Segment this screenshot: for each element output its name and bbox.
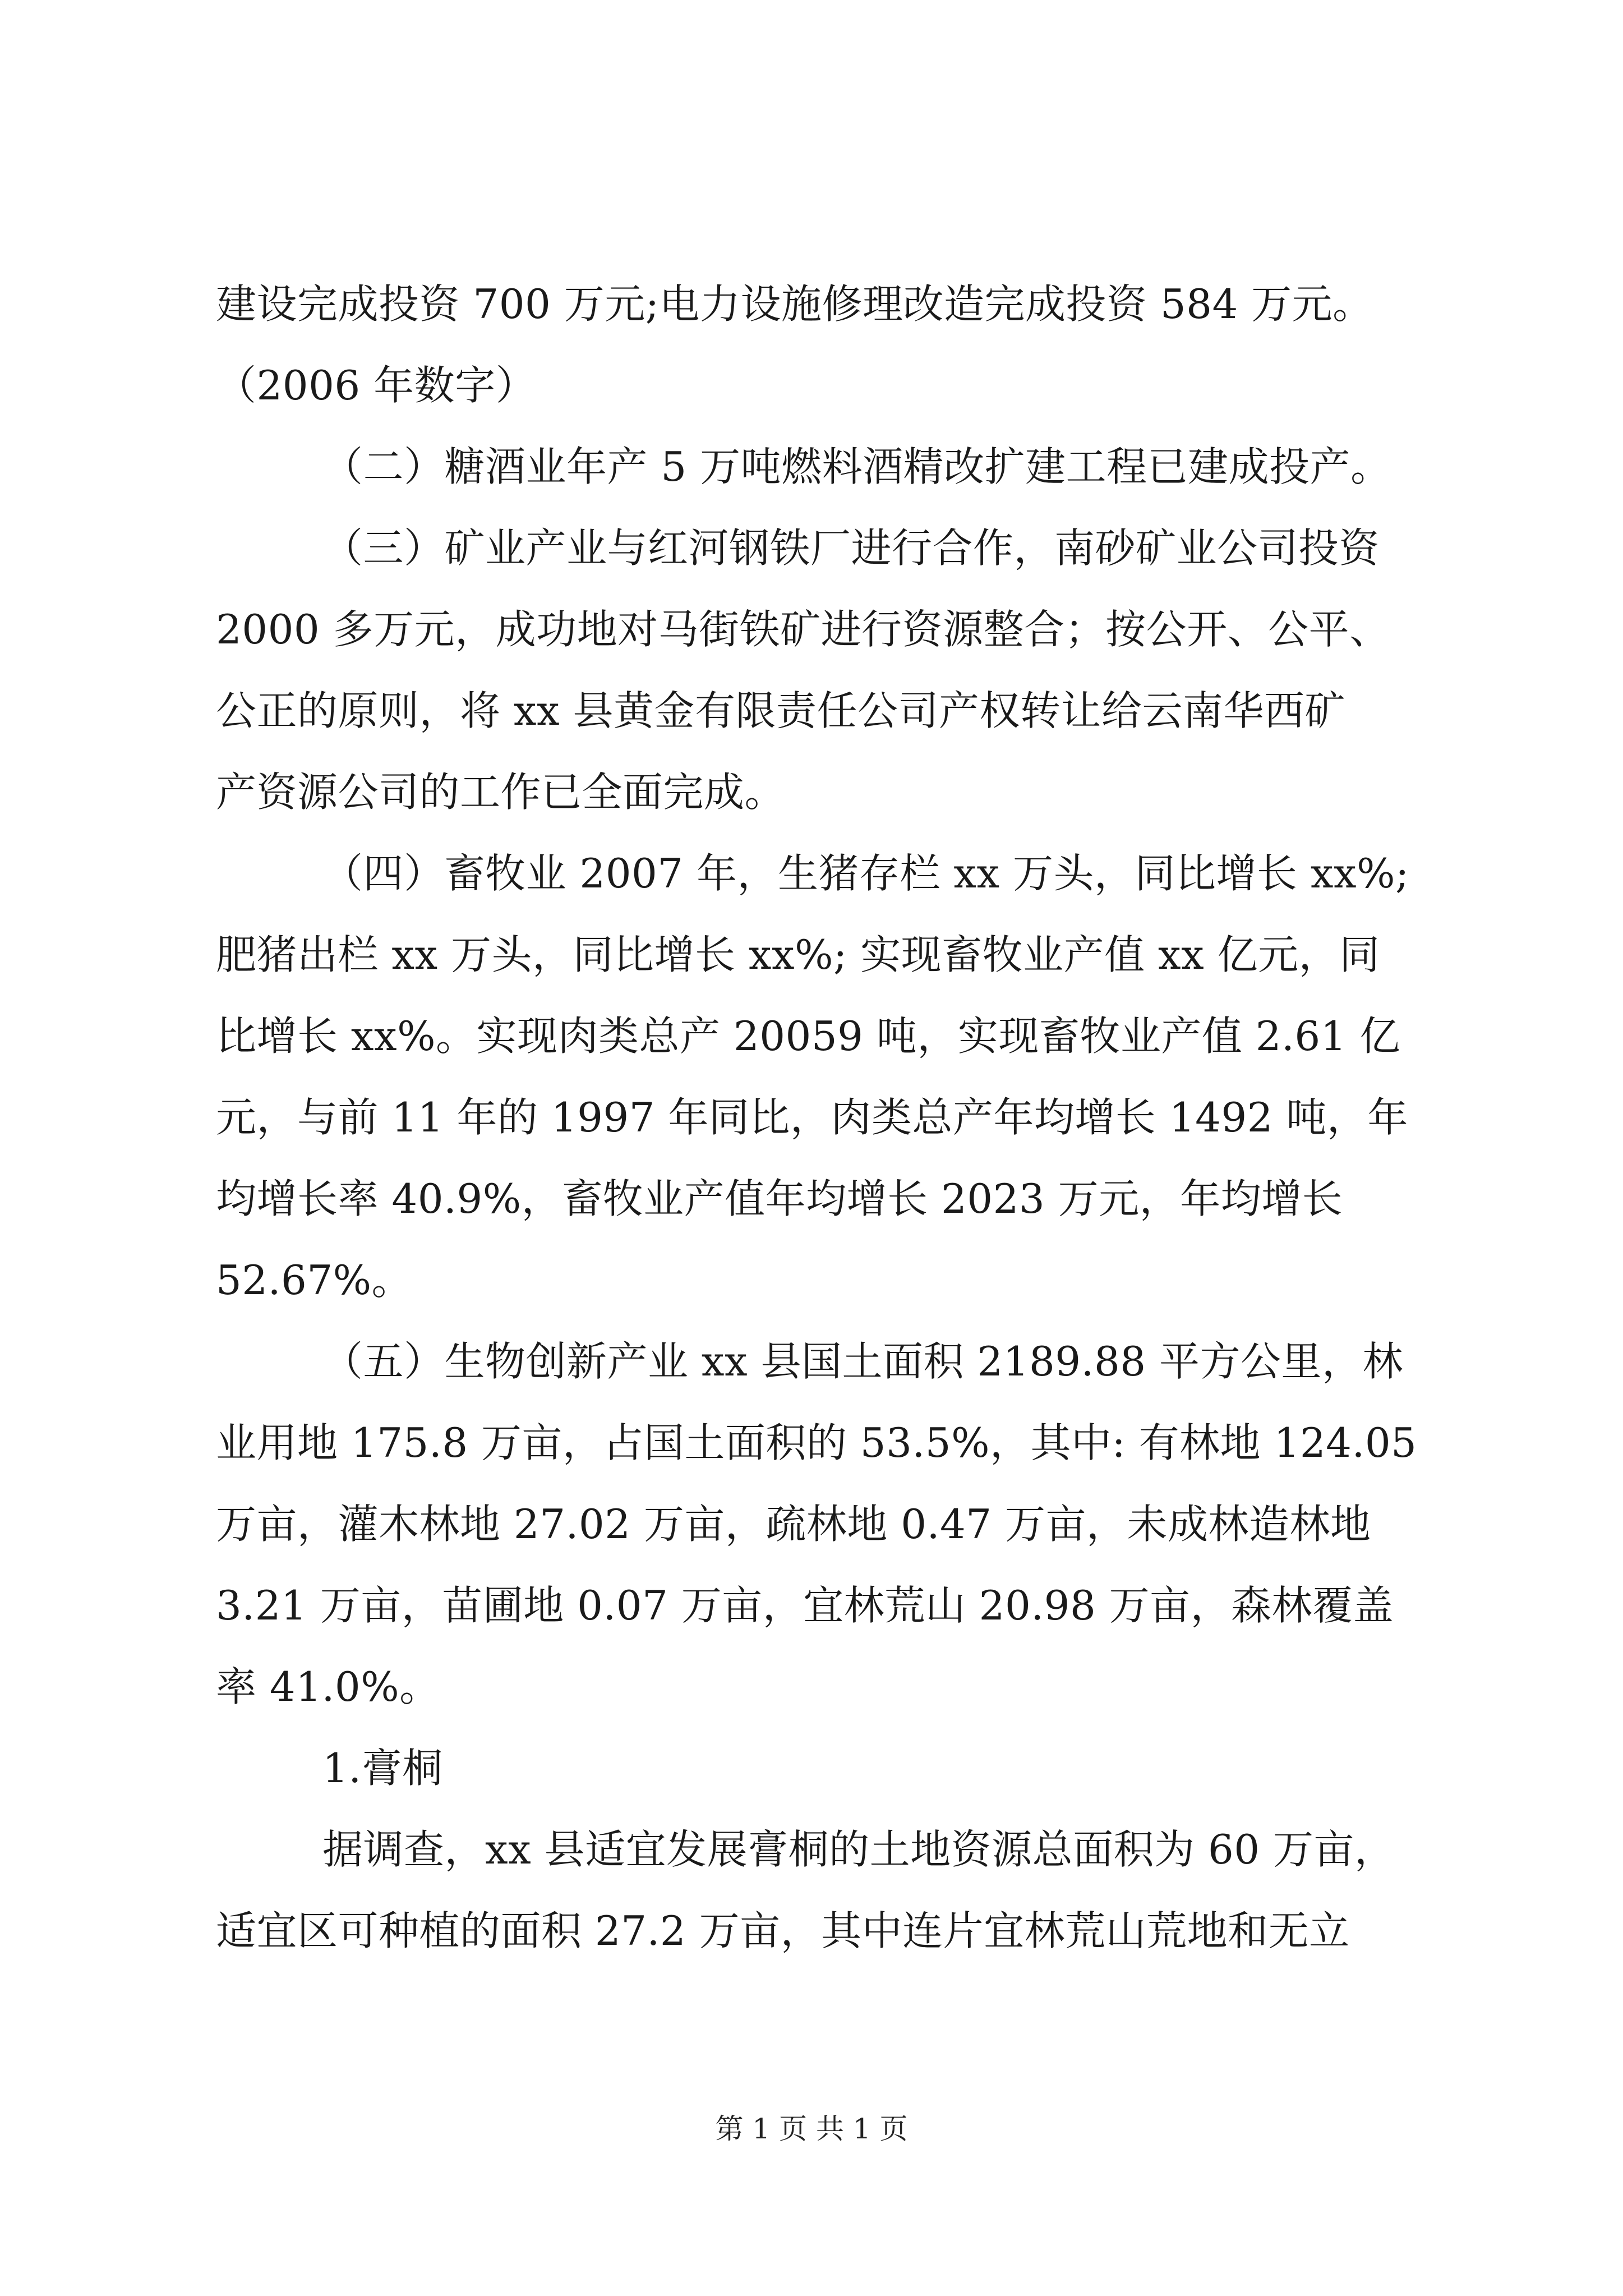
text-line: 建设完成投资 700 万元;电力设施修理改造完成投资 584 万元。 xyxy=(216,280,1373,328)
text-line: 业用地 175.8 万亩，占国土面积的 53.5%，其中: 有林地 124.05 xyxy=(216,1419,1417,1466)
text-line: （2006 年数字） xyxy=(216,362,537,409)
text-line: 适宜区可种植的面积 27.2 万亩，其中连片宜林荒山荒地和无立 xyxy=(216,1907,1350,1954)
paragraph-five-heading-line: （五）生物创新产业 xx 县国土面积 2189.88 平方公里，林 xyxy=(322,1338,1403,1385)
text-line: 元，与前 11 年的 1997 年同比，肉类总产年均增长 1492 吨，年 xyxy=(216,1094,1408,1141)
paragraph-three-heading-line: （三）矿业产业与红河钢铁厂进行合作，南砂矿业公司投资 xyxy=(322,524,1380,572)
document-body xyxy=(216,264,1416,1972)
text-line: 比增长 xx%。实现肉类总产 20059 吨，实现畜牧业产值 2.61 亿 xyxy=(216,1013,1400,1060)
paragraph-two-heading-line: （二）糖酒业年产 5 万吨燃料酒精改扩建工程已建成投产。 xyxy=(322,443,1391,490)
text-line: 52.67%。 xyxy=(216,1257,413,1304)
page-number-label: 第 1 页 共 1 页 xyxy=(715,2113,908,2145)
text-line: 产资源公司的工作已全面完成。 xyxy=(216,769,786,816)
text-line: 肥猪出栏 xx 万头，同比增长 xx%; 实现畜牧业产值 xx 亿元，同 xyxy=(216,931,1380,978)
text-line: 据调查，xx 县适宜发展膏桐的土地资源总面积为 60 万亩， xyxy=(322,1826,1395,1873)
text-line: 万亩，灌木林地 27.02 万亩，疏林地 0.47 万亩，未成林造林地 xyxy=(216,1501,1371,1548)
page-footer xyxy=(0,2109,1623,2148)
text-line: 均增长率 40.9%，畜牧业产值年均增长 2023 万元，年均增长 xyxy=(216,1175,1343,1222)
text-line: 3.21 万亩，苗圃地 0.07 万亩，宜林荒山 20.98 万亩，森林覆盖 xyxy=(216,1582,1394,1629)
subheading-line: 1.膏桐 xyxy=(322,1745,443,1792)
text-line: 公正的原则，将 xx 县黄金有限责任公司产权转让给云南华西矿 xyxy=(216,687,1345,734)
paragraph-four-heading-line: （四）畜牧业 2007 年，生猪存栏 xx 万头，同比增长 xx%; xyxy=(322,850,1409,897)
text-line: 2000 多万元，成功地对马街铁矿进行资源整合；按公开、公平、 xyxy=(216,606,1390,653)
text-line: 率 41.0%。 xyxy=(216,1663,440,1710)
